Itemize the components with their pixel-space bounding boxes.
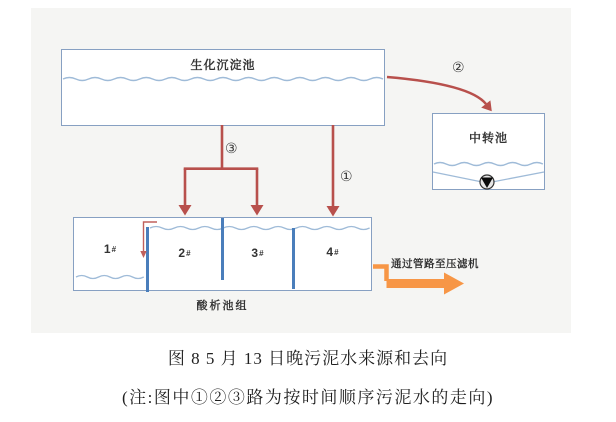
diagram-canvas — [31, 8, 571, 333]
figure-note: (注:图中①②③路为按时间顺序污泥水的走向) — [121, 388, 495, 407]
flow-arrow-3-icon — [179, 125, 264, 216]
flow-1-number: ① — [340, 169, 353, 185]
transfer-tank — [432, 113, 545, 190]
flow-arrow-1-icon — [327, 125, 340, 217]
acid-cell-2-label: 2 # — [178, 246, 191, 260]
outlet-pipe-label: 通过管路至压滤机 — [391, 258, 479, 270]
sedimentation-tank-label: 生化沉淀池 — [190, 58, 256, 72]
transfer-tank-label: 中转池 — [468, 131, 508, 145]
sedimentation-tank — [61, 49, 385, 126]
acid-cell-4-label: 4 # — [326, 245, 339, 259]
acid-cell-3-label: 3 # — [251, 246, 264, 260]
flow-3-number: ③ — [225, 141, 238, 157]
acid-cell-1-label: 1 # — [103, 242, 117, 256]
flow-2-number: ② — [452, 60, 465, 76]
figure-caption: 图 8 5 月 13 日晚污泥水来源和去向 — [167, 349, 449, 368]
flow-arrow-2-icon — [387, 77, 492, 111]
acid-group-label: 酸析池组 — [196, 300, 249, 312]
